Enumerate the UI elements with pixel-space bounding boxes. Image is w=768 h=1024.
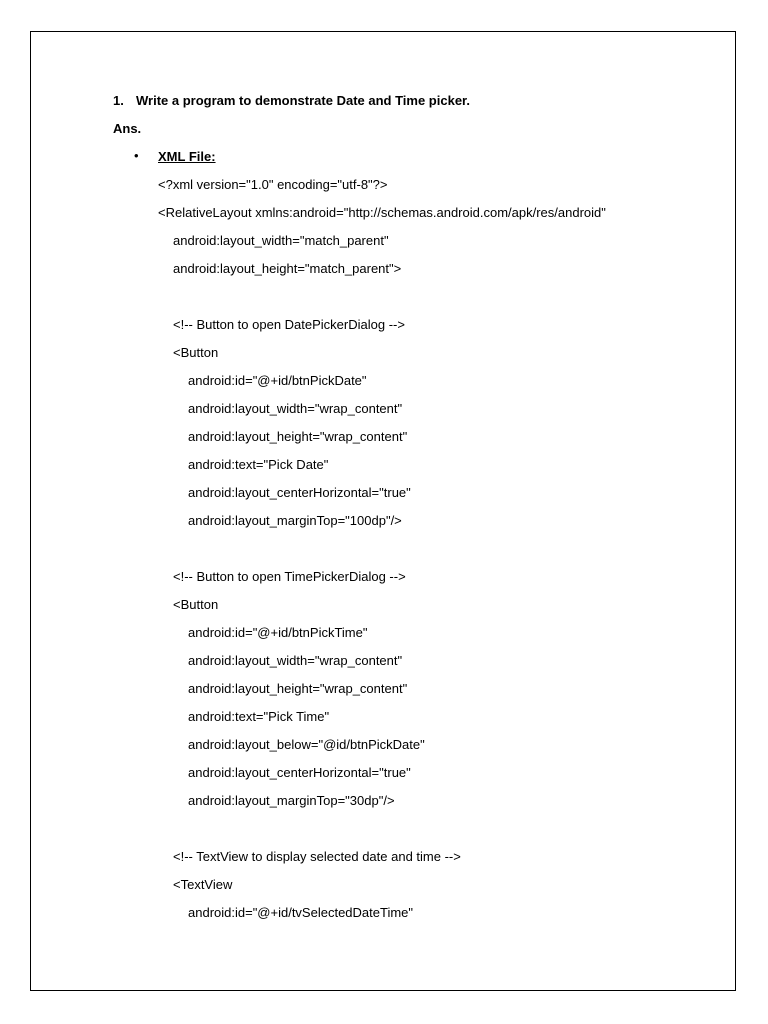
code-line: <Button xyxy=(173,345,219,360)
code-line: android:layout_width="match_parent" xyxy=(173,233,389,248)
code-line: android:text="Pick Date" xyxy=(188,457,329,472)
page-border xyxy=(30,31,736,991)
code-line: android:layout_marginTop="30dp"/> xyxy=(188,793,395,808)
code-line: android:layout_centerHorizontal="true" xyxy=(188,765,411,780)
code-line: android:layout_below="@id/btnPickDate" xyxy=(188,737,425,752)
code-line: android:layout_height="match_parent"> xyxy=(173,261,402,276)
code-line: <Button xyxy=(173,597,219,612)
code-comment: <!-- Button to open DatePickerDialog --> xyxy=(173,317,405,332)
code-line: android:layout_centerHorizontal="true" xyxy=(188,485,411,500)
code-line: android:id="@+id/btnPickDate" xyxy=(188,373,367,388)
question-number: 1. xyxy=(113,93,124,108)
code-line: android:id="@+id/btnPickTime" xyxy=(188,625,368,640)
code-line: android:text="Pick Time" xyxy=(188,709,330,724)
question-text: Write a program to demonstrate Date and Time picker. xyxy=(136,93,471,108)
code-comment: <!-- TextView to display selected date and time --> xyxy=(173,849,461,864)
code-line: android:layout_width="wrap_content" xyxy=(188,653,403,668)
code-comment: <!-- Button to open TimePickerDialog --> xyxy=(173,569,406,584)
code-line: android:layout_marginTop="100dp"/> xyxy=(188,513,402,528)
answer-label: Ans. xyxy=(113,121,142,136)
code-line: android:layout_height="wrap_content" xyxy=(188,681,408,696)
bullet-icon: • xyxy=(134,148,139,163)
code-line: <?xml version="1.0" encoding="utf-8"?> xyxy=(158,177,388,192)
section-title: XML File: xyxy=(158,149,216,164)
code-line: android:layout_height="wrap_content" xyxy=(188,429,408,444)
code-line: <TextView xyxy=(173,877,233,892)
code-line: android:id="@+id/tvSelectedDateTime" xyxy=(188,905,414,920)
code-line: <RelativeLayout xmlns:android="http://schemas.android.com/apk/res/android" xyxy=(158,205,606,220)
code-line: android:layout_width="wrap_content" xyxy=(188,401,403,416)
